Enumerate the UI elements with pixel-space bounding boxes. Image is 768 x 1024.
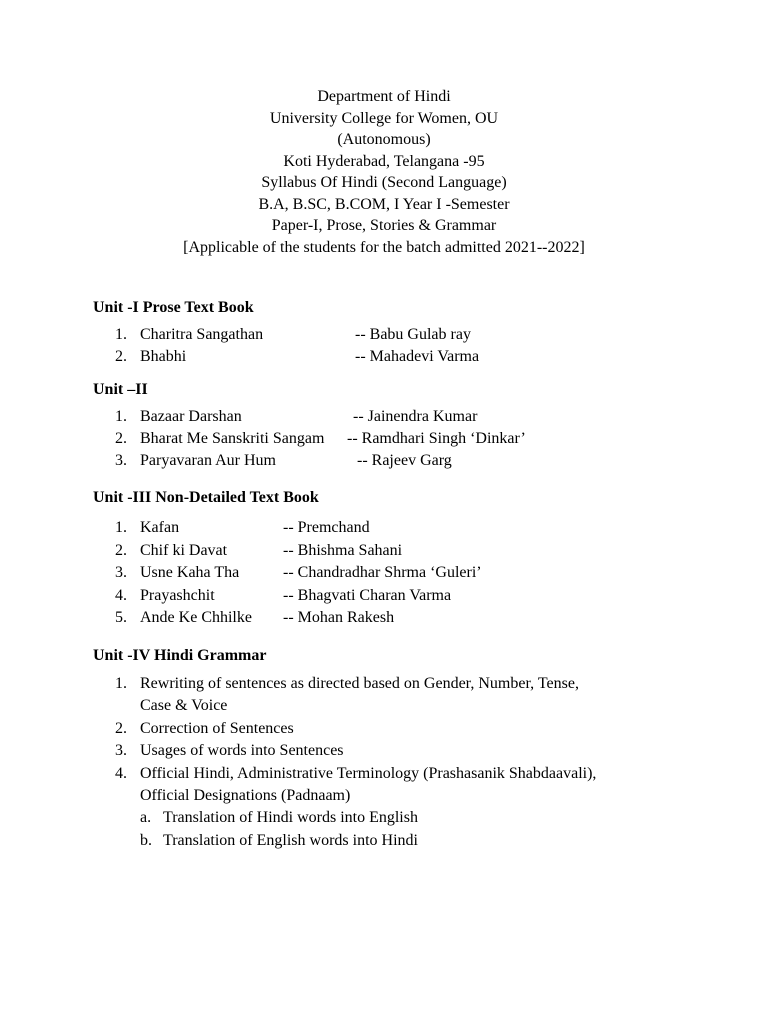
item-title: Charitra Sangathan [140,326,264,343]
item-number: 4. [115,765,127,782]
item-number: 5. [115,609,127,626]
unit-4-heading: Unit -IV Hindi Grammar [93,647,267,664]
item-number: 1. [115,675,127,692]
item-number: 1. [115,519,127,536]
item-number: 2. [115,720,127,737]
item-text: Rewriting of sentences as directed based on Gender, Number, Tense, [140,675,579,692]
item-text-continued: Case & Voice [140,697,228,714]
sub-item-text: Translation of Hindi words into English [163,809,418,826]
item-author: -- Rajeev Garg [357,452,452,469]
item-author: -- Babu Gulab ray [355,326,471,343]
paper-title: Paper-I, Prose, Stories & Grammar [271,217,497,234]
course-year: B.A, B.SC, B.COM, I Year I -Semester [258,195,510,213]
item-title: Paryavaran Aur Hum [140,452,276,469]
item-number: 2. [115,348,127,365]
item-author: -- Chandradhar Shrma ‘Guleri’ [283,564,482,581]
item-author: -- Premchand [283,519,370,536]
sub-item-letter: a. [140,809,152,826]
item-author: -- Bhishma Sahani [283,542,403,559]
item-author: -- Jainendra Kumar [353,408,478,425]
item-number: 2. [115,430,127,447]
item-text-continued: Official Designations (Padnaam) [140,787,351,804]
item-number: 3. [115,742,127,759]
item-number: 4. [115,587,127,604]
item-title: Ande Ke Chhilke [140,609,252,626]
department-name: Department of Hindi [317,88,451,105]
item-text: Official Hindi, Administrative Terminology (Prashasanik Shabdaavali), [140,765,597,782]
document-header [0,86,768,258]
college-address: Koti Hyderabad, Telangana -95 [283,152,485,170]
item-title: Chif ki Davat [140,542,228,559]
college-name: University College for Women, OU [269,109,499,127]
item-title: Bhabhi [140,348,187,365]
item-title: Bharat Me Sanskriti Sangam [140,430,325,447]
item-text: Correction of Sentences [140,720,294,737]
item-number: 1. [115,326,127,343]
item-title: Usne Kaha Tha [140,564,240,581]
unit-3-heading: Unit -III Non-Detailed Text Book [93,489,319,506]
item-number: 3. [115,452,127,469]
unit-1-heading: Unit -I Prose Text Book [93,299,254,316]
sub-item-letter: b. [140,832,152,849]
item-author: -- Ramdhari Singh ‘Dinkar’ [347,430,526,447]
item-text: Usages of words into Sentences [140,742,344,759]
syllabus-title: Syllabus Of Hindi (Second Language) [261,174,507,191]
item-number: 1. [115,408,127,425]
item-number: 2. [115,542,127,559]
college-status: (Autonomous) [337,131,431,148]
item-author: -- Bhagvati Charan Varma [283,587,452,604]
item-author: -- Mahadevi Varma [355,348,480,365]
applicability-note: [Applicable of the students for the batch admitted 2021--2022] [183,238,585,256]
item-title: Bazaar Darshan [140,408,242,425]
unit-2-heading: Unit –II [93,381,148,398]
item-title: Kafan [140,519,180,536]
item-number: 3. [115,564,127,581]
item-author: -- Mohan Rakesh [283,609,395,626]
item-title: Prayashchit [140,587,215,604]
sub-item-text: Translation of English words into Hindi [163,832,418,849]
